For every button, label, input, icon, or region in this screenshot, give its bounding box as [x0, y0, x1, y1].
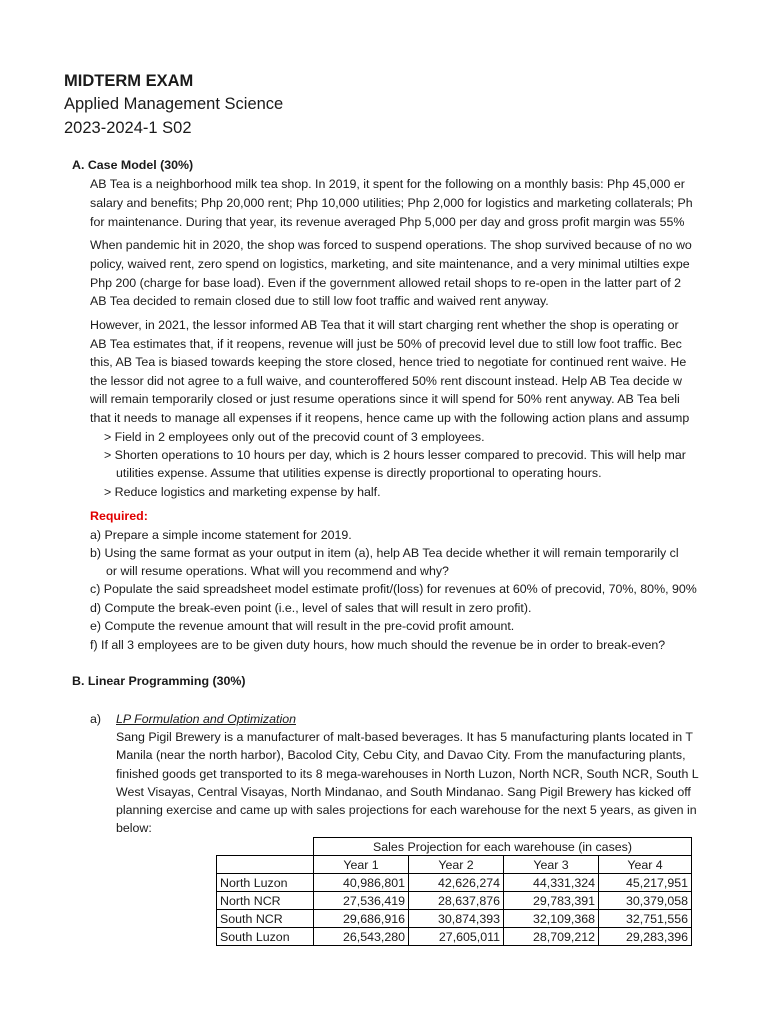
lp-formulation-title: LP Formulation and Optimization: [116, 712, 296, 726]
required-item: b) Using the same format as your output in item (a), help AB Tea decide whether it will remain temporarily cl: [90, 546, 679, 560]
table-header-row: [217, 856, 692, 874]
section-a-para3-line: that it needs to manage all expenses if it reopens, hence came up with the following action plans and assump: [90, 411, 690, 425]
section-b-para-line: Manila (near the north harbor), Bacolod City, Cebu City, and Davao City. From the manufacturing plants,: [116, 748, 686, 762]
required-item: e) Compute the revenue amount that will result in the pre-covid profit amount.: [90, 619, 515, 633]
row-label: North NCR: [217, 892, 314, 910]
table-cell: 28,709,212: [504, 928, 599, 946]
section-a-para3-line: the lessor did not agree to a full waive, and counteroffered 50% rent discount instead. Help AB Tea decide w: [90, 374, 682, 388]
row-label: South NCR: [217, 910, 314, 928]
section-a-para3-line: AB Tea estimates that, if it reopens, revenue will just be 50% of precovid level due to still low foot traffic. Bec: [90, 337, 682, 351]
section-a-para1-line: for maintenance. During that year, its revenue averaged Php 5,000 per day and gross profit margin was 55%: [90, 215, 685, 229]
section-a-para2-line: AB Tea decided to remain closed due to still low foot traffic and waived rent anyway.: [90, 294, 549, 308]
table-cell: 44,331,324: [504, 874, 599, 892]
exam-title: MIDTERM EXAM: [64, 72, 194, 90]
table-cell: 28,637,876: [409, 892, 504, 910]
table-header-blank: [217, 856, 314, 874]
section-a-para3-line: this, AB Tea is biased towards keeping the store closed, hence tried to negotiate for continued rent waive. He: [90, 355, 687, 369]
section-a-heading: A. Case Model (30%): [72, 158, 194, 172]
table-row: [217, 910, 692, 928]
subject-title: Applied Management Science: [64, 95, 284, 113]
section-a-para2-line: policy, waived rent, zero spend on logistics, marketing, and site maintenance, and a very minimal utilties expe: [90, 257, 690, 271]
table-cell: 30,379,058: [599, 892, 692, 910]
table-corner-cell: [217, 838, 314, 856]
table-row: [217, 874, 692, 892]
table-cell: 29,686,916: [314, 910, 409, 928]
required-item: f) If all 3 employees are to be given duty hours, how much should the revenue be in order to break-even?: [90, 638, 666, 652]
action-plan-bullet: > Reduce logistics and marketing expense by half.: [104, 485, 381, 499]
required-item: a) Prepare a simple income statement for 2019.: [90, 528, 352, 542]
term-code: 2023-2024-1 S02: [64, 119, 192, 137]
table-cell: 40,986,801: [314, 874, 409, 892]
required-item: d) Compute the break-even point (i.e., level of sales that will result in zero profit).: [90, 601, 532, 615]
section-b-para-line: Sang Pigil Brewery is a manufacturer of malt-based beverages. It has 5 manufacturing plants located in T: [116, 730, 693, 744]
table-caption-row: [217, 838, 692, 856]
table-cell: 27,536,419: [314, 892, 409, 910]
section-a-para1-line: salary and benefits; Php 20,000 rent; Php 10,000 utilities; Php 2,000 for logistics and marketing collaterals; Ph: [90, 196, 693, 210]
table-cell: 27,605,011: [409, 928, 504, 946]
sales-projection-table: [216, 837, 692, 946]
required-label: Required:: [90, 509, 148, 523]
required-item: c) Populate the said spreadsheet model estimate profit/(loss) for revenues at 60% of precovid, 70%, 80%, 90%: [90, 582, 697, 596]
section-b-para-line: below:: [116, 821, 152, 835]
column-header: Year 2: [409, 856, 504, 874]
section-a-para3-line: However, in 2021, the lessor informed AB Tea that it will start charging rent whether the shop is operating or: [90, 318, 679, 332]
section-b-heading: B. Linear Programming (30%): [72, 674, 246, 688]
table-cell: 30,874,393: [409, 910, 504, 928]
table-cell: 29,783,391: [504, 892, 599, 910]
section-a-para1-line: AB Tea is a neighborhood milk tea shop. In 2019, it spent for the following on a monthly basis: Php 45,000 er: [90, 177, 685, 191]
table-cell: 32,109,368: [504, 910, 599, 928]
table-cell: 29,283,396: [599, 928, 692, 946]
action-plan-bullet: > Field in 2 employees only out of the precovid count of 3 employees.: [104, 430, 485, 444]
row-label: South Luzon: [217, 928, 314, 946]
section-a-para3-line: will remain temporarily closed or just resume operations since it will spend for 50% rent anyway. AB Tea beli: [90, 392, 680, 406]
action-plan-bullet: > Shorten operations to 10 hours per day, which is 2 hours lesser compared to precovid. This will help mar: [104, 448, 686, 462]
required-item-continued: or will resume operations. What will you recommend and why?: [106, 564, 449, 578]
action-plan-bullet-continued: utilities expense. Assume that utilities expense is directly proportional to operating hours.: [116, 466, 602, 480]
section-b-para-line: finished goods get transported to its 8 mega-warehouses in North Luzon, North NCR, South NCR, South L: [116, 767, 699, 781]
table-cell: 42,626,274: [409, 874, 504, 892]
column-header: Year 3: [504, 856, 599, 874]
section-a-para2-line: When pandemic hit in 2020, the shop was forced to suspend operations. The shop survived because of no wo: [90, 238, 692, 252]
row-label: North Luzon: [217, 874, 314, 892]
table-caption: Sales Projection for each warehouse (in cases): [314, 838, 692, 856]
section-b-para-line: planning exercise and came up with sales projections for each warehouse for the next 5 years, as given in: [116, 803, 697, 817]
table-row: [217, 892, 692, 910]
section-b-para-line: West Visayas, Central Visayas, North Mindanao, and South Mindanao. Sang Pigil Brewery has kicked off: [116, 785, 691, 799]
table-row: [217, 928, 692, 946]
column-header: Year 1: [314, 856, 409, 874]
section-b-sub-label: a): [90, 712, 102, 726]
column-header: Year 4: [599, 856, 692, 874]
table-cell: 32,751,556: [599, 910, 692, 928]
section-a-para2-line: Php 200 (charge for base load). Even if the government allowed retail shops to re-open in the latter part of 2: [90, 276, 681, 290]
table-cell: 45,217,951: [599, 874, 692, 892]
table-cell: 26,543,280: [314, 928, 409, 946]
